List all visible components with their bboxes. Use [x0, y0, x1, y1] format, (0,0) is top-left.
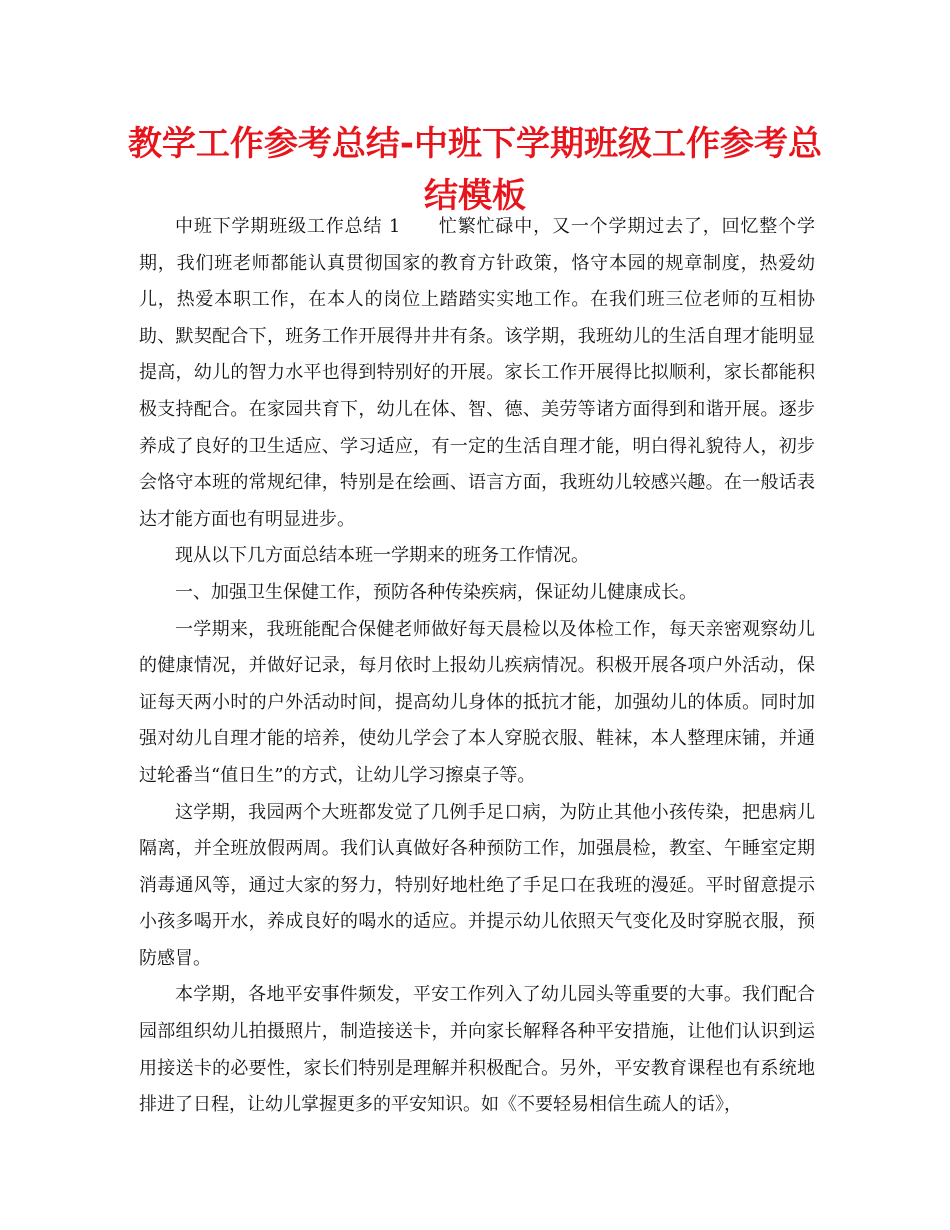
paragraph: 现从以下几方面总结本班一学期来的班务工作情况。: [175, 545, 589, 567]
document-body: [139, 209, 815, 1124]
paragraph: 中班下学期班级工作总结 1 忙繁忙碌中，又一个学期过去了，回忆整个学期，我们班老师都能认真贯彻国家的教育方针政策，恪守本园的规章制度，热爱幼儿，热爱本职工作，在本人的岗位上踏踏实实地工作。在我们班三位老师的互相协助、默契配合下，班务工作开展得井井有条。该学期，我班幼儿的生活自理才能明显提高，幼儿的智力水平也得到特别好的开展。家长工作开展得比拟顺利，家长都能积极支持配合。在家园共育下，幼儿在体、智、德、美劳等诸方面得到和谐开展。逐步养成了良好的卫生适应、学习适应，有一定的生活自理才能，明白得礼貌待人，初步会恪守本班的常规纪律，特别是在绘画、语言方面，我班幼儿较感兴趣。在一般话表达才能方面也有明显进步。: [139, 216, 815, 530]
paragraph: 这学期，我园两个大班都发觉了几例手足口病，为防止其他小孩传染，把患病儿隔离，并全班放假两周。我们认真做好各种预防工作，加强晨检，教室、午睡室定期消毒通风等，通过大家的努力，特别好地杜绝了手足口在我班的漫延。平时留意提示小孩多喝开水，养成良好的喝水的适应。并提示幼儿依照天气变化及时穿脱衣服，预防感冒。: [139, 801, 815, 969]
section-heading: 一、加强卫生保健工作，预防各种传染疾病，保证幼儿健康成长。: [175, 581, 697, 603]
paragraph: 本学期，各地平安事件频发，平安工作列入了幼儿园头等重要的大事。我们配合园部组织幼儿拍摄照片，制造接送卡，并向家长解释各种平安措施，让他们认识到运用接送卡的必要性，家长们特别是理解并积极配合。另外，平安教育课程也有系统地排进了日程，让幼儿掌握更多的平安知识。如《不要轻易相信生疏人的话》，: [139, 984, 815, 1116]
paragraph: 一学期来，我班能配合保健老师做好每天晨检以及体检工作，每天亲密观察幼儿的健康情况，并做好记录，每月依时上报幼儿疾病情况。积极开展各项户外活动，保证每天两小时的户外活动时间，提高幼儿身体的抵抗才能，加强幼儿的体质。同时加强对幼儿自理才能的培养，使幼儿学会了本人穿脱衣服、鞋袜，本人整理床铺，并通过轮番当“值日生”的方式，让幼儿学习擦桌子等。: [139, 618, 815, 786]
page-title: 教学工作参考总结-中班下学期班级工作参考总结模板: [127, 124, 823, 216]
